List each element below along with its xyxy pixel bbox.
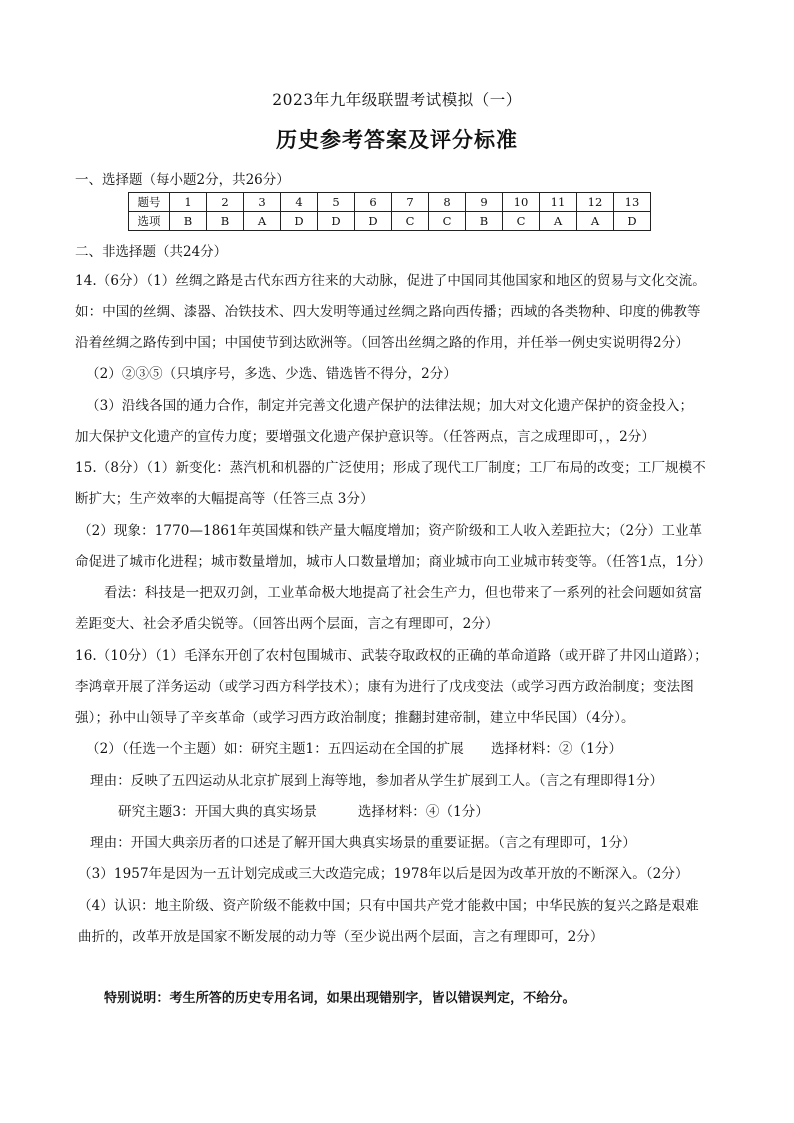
- answer-line: 命促进了城市化进程；城市数量增加，城市人口数量增加；商业城市向工业城市转变等。（任答1点，1分）: [75, 554, 712, 570]
- table-cell: 2: [207, 193, 244, 212]
- table-cell: D: [318, 212, 355, 231]
- section-1-heading: 一、选择题（每小题2分，共26分）: [75, 172, 290, 188]
- table-cell: 5: [318, 193, 355, 212]
- answer-line: 16.（10分）（1）毛泽东开创了农村包围城市、武装夺取政权的正确的革命道路（或开辟了井冈山道路）；: [75, 648, 708, 664]
- table-cell: A: [540, 212, 577, 231]
- section-2-heading: 二、非选择题（共24分）: [75, 244, 228, 260]
- row-label-number: 题号: [129, 193, 170, 212]
- answer-line: 强）；孙中山领导了辛亥革命（或学习西方政治制度；推翻封建帝制，建立中华民国）（4分）。: [75, 710, 635, 726]
- table-cell: D: [281, 212, 318, 231]
- answer-line: 研究主题3：开国大典的真实场景 选择材料：④（1分）: [118, 804, 489, 820]
- table-cell: A: [244, 212, 281, 231]
- answer-line: 理由：反映了五四运动从北京扩展到上海等地，参加者从学生扩展到工人。（言之有理即得1分）: [90, 773, 664, 789]
- answer-line: 差距变大、社会矛盾尖锐等。（回答出两个层面，言之有理即可，2分）: [75, 616, 499, 632]
- table-cell: B: [466, 212, 503, 231]
- table-cell: 10: [503, 193, 540, 212]
- answer-line: （4）认识：地主阶级、资产阶级不能救中国；只有中国共产党才能救中国；中华民族的复兴之路是艰难: [78, 898, 699, 914]
- table-cell: B: [207, 212, 244, 231]
- page-title: 历史参考答案及评分标准: [276, 128, 518, 152]
- answer-line: 加大保护文化遗产的宣传力度；要增强文化遗产保护意识等。（任答两点，言之成理即可，，2分）: [75, 429, 655, 445]
- answer-line: 断扩大；生产效率的大幅提高等（任答三点 3分）: [75, 491, 374, 507]
- table-cell: C: [503, 212, 540, 231]
- answer-line: 曲折的，改革开放是国家不断发展的动力等（至少说出两个层面，言之有理即可，2分）: [78, 929, 604, 945]
- answer-line: （2）（任选一个主题）如：研究主题1：五四运动在全国的扩展 选择材料：②（1分）: [86, 741, 623, 757]
- answer-line: 15.（8分）（1）新变化：蒸汽机和机器的广泛使用；形成了现代工厂制度；工厂布局的改变；工厂规模不: [75, 460, 706, 476]
- answer-line: （3）沿线各国的通力合作，制定并完善文化遗产保护的法律法规；加大对文化遗产保护的资金投入；: [86, 398, 694, 414]
- answer-line: （3）1957年是因为一五计划完成或三大改造完成；1978年以后是因为改革开放的不断深入。（2分）: [78, 866, 689, 882]
- answer-line: 李鸿章开展了洋务运动（或学习西方科学技术）；康有为进行了戊戌变法（或学习西方政治制度；变法图: [75, 679, 694, 695]
- table-cell: 1: [170, 193, 207, 212]
- table-cell: 7: [392, 193, 429, 212]
- table-cell: 8: [429, 193, 466, 212]
- table-row-numbers: [129, 193, 651, 212]
- table-cell: 11: [540, 193, 577, 212]
- answer-line: （2）现象：1770—1861年英国煤和铁产量大幅度增加；资产阶级和工人收入差距拉大；（2分）工业革: [78, 523, 703, 539]
- table-cell: 3: [244, 193, 281, 212]
- table-cell: 6: [355, 193, 392, 212]
- table-cell: C: [429, 212, 466, 231]
- table-cell: D: [355, 212, 392, 231]
- answer-line: 14.（6分）（1）丝绸之路是古代东西方往来的大动脉，促进了中国同其他国家和地区的贸易与文化交流。: [75, 273, 706, 289]
- table-cell: 9: [466, 193, 503, 212]
- answer-line: 看法：科技是一把双刃剑，工业革命极大地提高了社会生产力，但也带来了一系列的社会问题如贫富: [104, 585, 703, 601]
- answer-line: 如：中国的丝绸、漆器、冶铁技术、四大发明等通过丝绸之路向西传播；西域的各类物种、印度的佛教等: [75, 304, 701, 320]
- table-cell: B: [170, 212, 207, 231]
- answer-line: （2）②③⑤（只填序号，多选、少选、错选皆不得分，2分）: [86, 366, 457, 382]
- answer-table: [128, 192, 651, 231]
- table-cell: 4: [281, 193, 318, 212]
- table-row-answers: [129, 212, 651, 231]
- table-cell: D: [614, 212, 651, 231]
- row-label-answer: 选项: [129, 212, 170, 231]
- table-cell: 13: [614, 193, 651, 212]
- special-note: 特别说明：考生所答的历史专用名词，如果出现错别字，皆以错误判定，不给分。: [104, 991, 576, 1006]
- answer-line: 沿着丝绸之路传到中国；中国使节到达欧洲等。（回答出丝绸之路的作用，并任举一例史实说明得2分）: [75, 335, 689, 351]
- answer-line: 理由：开国大典亲历者的口述是了解开国大典真实场景的重要证据。（言之有理即可，1分）: [90, 835, 636, 851]
- table-cell: C: [392, 212, 429, 231]
- exam-subtitle: 2023年九年级联盟考试模拟（一）: [272, 91, 522, 109]
- table-cell: 12: [577, 193, 614, 212]
- table-cell: A: [577, 212, 614, 231]
